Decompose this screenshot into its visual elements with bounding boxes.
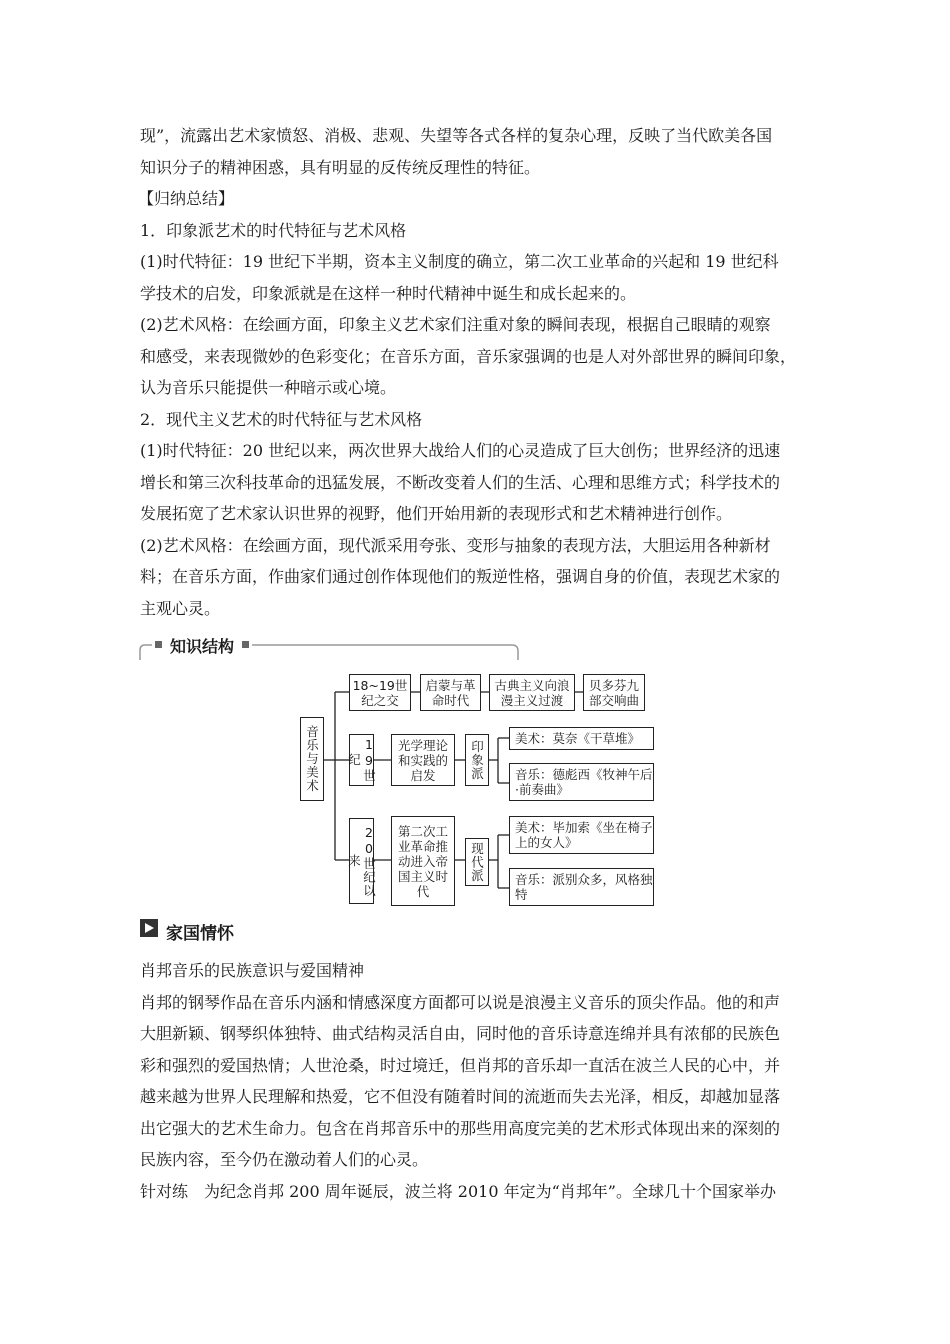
- structure-heading: 知识结构: [170, 637, 235, 656]
- era-node-20th: 20世纪以来: [349, 818, 374, 904]
- summary-heading: 【归纳总结】: [138, 189, 235, 208]
- text-line: 大胆新颖、钢琴织体独特、曲式结构灵活自由，同时他的音乐诗意连绵并具有浓郁的民族色: [140, 1024, 781, 1043]
- play-triangle-icon: [140, 919, 160, 939]
- text-line: 现”，流露出艺术家愤怒、消极、悲观、失望等各式各样的复杂心理，反映了当代欧美各国: [140, 126, 773, 145]
- picasso-node: 美术：毕加索《坐在椅子上的女人》: [509, 816, 654, 854]
- root-node: 音乐与美术: [300, 717, 324, 801]
- text-line: 主观心灵。: [140, 598, 221, 618]
- text-line: 肖邦的钢琴作品在音乐内涵和情感深度方面都可以说是浪漫主义音乐的顶尖作品。他的和声: [140, 992, 781, 1012]
- debussy-node: 音乐：德彪西《牧神午后·前奏曲》: [509, 763, 654, 801]
- text-line: (1)时代特征：19 世纪下半期，资本主义制度的确立，第二次工业革命的兴起和 19 世纪科: [140, 252, 779, 271]
- modern-music-node: 音乐：派别众多，风格独特: [509, 868, 654, 906]
- optics-node: 光学理论和实践的启发: [391, 734, 455, 786]
- monet-node: 美术：莫奈《干草堆》: [509, 727, 654, 750]
- modernism-node: 现代派: [465, 838, 489, 886]
- structure-header-frame: [0, 630, 950, 670]
- text-line: (1)时代特征：20 世纪以来，两次世界大战给人们的心灵造成了巨大创伤；世界经济的迅速: [140, 441, 781, 460]
- text-line: 越来越为世界人民理解和热爱，它不但没有随着时间的流逝而失去光泽，相反，却越加显落: [140, 1087, 781, 1106]
- text-line: 2．现代主义艺术的时代特征与艺术风格: [140, 409, 423, 429]
- text-line: 认为音乐只能提供一种暗示或心境。: [140, 378, 397, 397]
- text-line: (2)艺术风格：在绘画方面，现代派采用夸张、变形与抽象的表现方法，大胆运用各种新材: [140, 535, 771, 555]
- era-node-19th: 19世纪: [349, 734, 374, 786]
- text-line: 出它强大的艺术生命力。包含在肖邦音乐中的那些用高度完美的艺术形式体现出来的深刻的: [140, 1118, 781, 1138]
- summary-section: [140, 183, 820, 624]
- text-line: 1．印象派艺术的时代特征与艺术风格: [140, 220, 407, 240]
- text-line: 肖邦音乐的民族意识与爱国精神: [140, 961, 365, 980]
- text-line: 发展拓宽了艺术家认识世界的视野，他们开始用新的表现形式和艺术精神进行创作。: [140, 504, 733, 523]
- impressionism-node: 印象派: [465, 734, 489, 786]
- era-node-18-19: 18~19世纪之交: [349, 674, 411, 711]
- patriot-section: [140, 955, 820, 1207]
- text-line: 彩和强烈的爱国热情；人世沧桑，时过境迁，但肖邦的音乐却一直活在波兰人民的心中，并: [140, 1055, 781, 1075]
- text-line: 民族内容，至今仍在激动着人们的心灵。: [140, 1150, 429, 1169]
- text-line: (2)艺术风格：在绘画方面，印象主义艺术家们注重对象的瞬间表现，根据自己眼睛的观察: [140, 315, 771, 334]
- industrial-revolution-node: 第二次工业革命推动进入帝国主义时代: [391, 816, 455, 906]
- text-line: 针对练 为纪念肖邦 200 周年诞辰，波兰将 2010 年定为“肖邦年”。全球几十个国家举办: [140, 1181, 776, 1201]
- text-line: 学技术的启发，印象派就是在这样一种时代精神中诞生和成长起来的。: [140, 283, 637, 303]
- intro-paragraph: [140, 120, 820, 183]
- context-node-enlightenment: 启蒙与革命时代: [420, 674, 481, 711]
- patriot-heading: 家国情怀: [166, 924, 234, 944]
- transition-node: 古典主义向浪漫主义过渡: [489, 674, 575, 711]
- text-line: 和感受，来表现微妙的色彩变化；在音乐方面，音乐家强调的也是人对外部世界的瞬间印象，: [140, 346, 797, 366]
- text-line: 增长和第三次科技革命的迅猛发展，不断改变着人们的生活、心理和思维方式；科学技术的: [140, 472, 781, 492]
- beethoven-node: 贝多芬九部交响曲: [583, 674, 645, 711]
- text-line: 料；在音乐方面，作曲家们通过创作体现他们的叛逆性格，强调自身的价值，表现艺术家的: [140, 567, 781, 586]
- text-line: 知识分子的精神困惑，具有明显的反传统反理性的特征。: [140, 157, 541, 177]
